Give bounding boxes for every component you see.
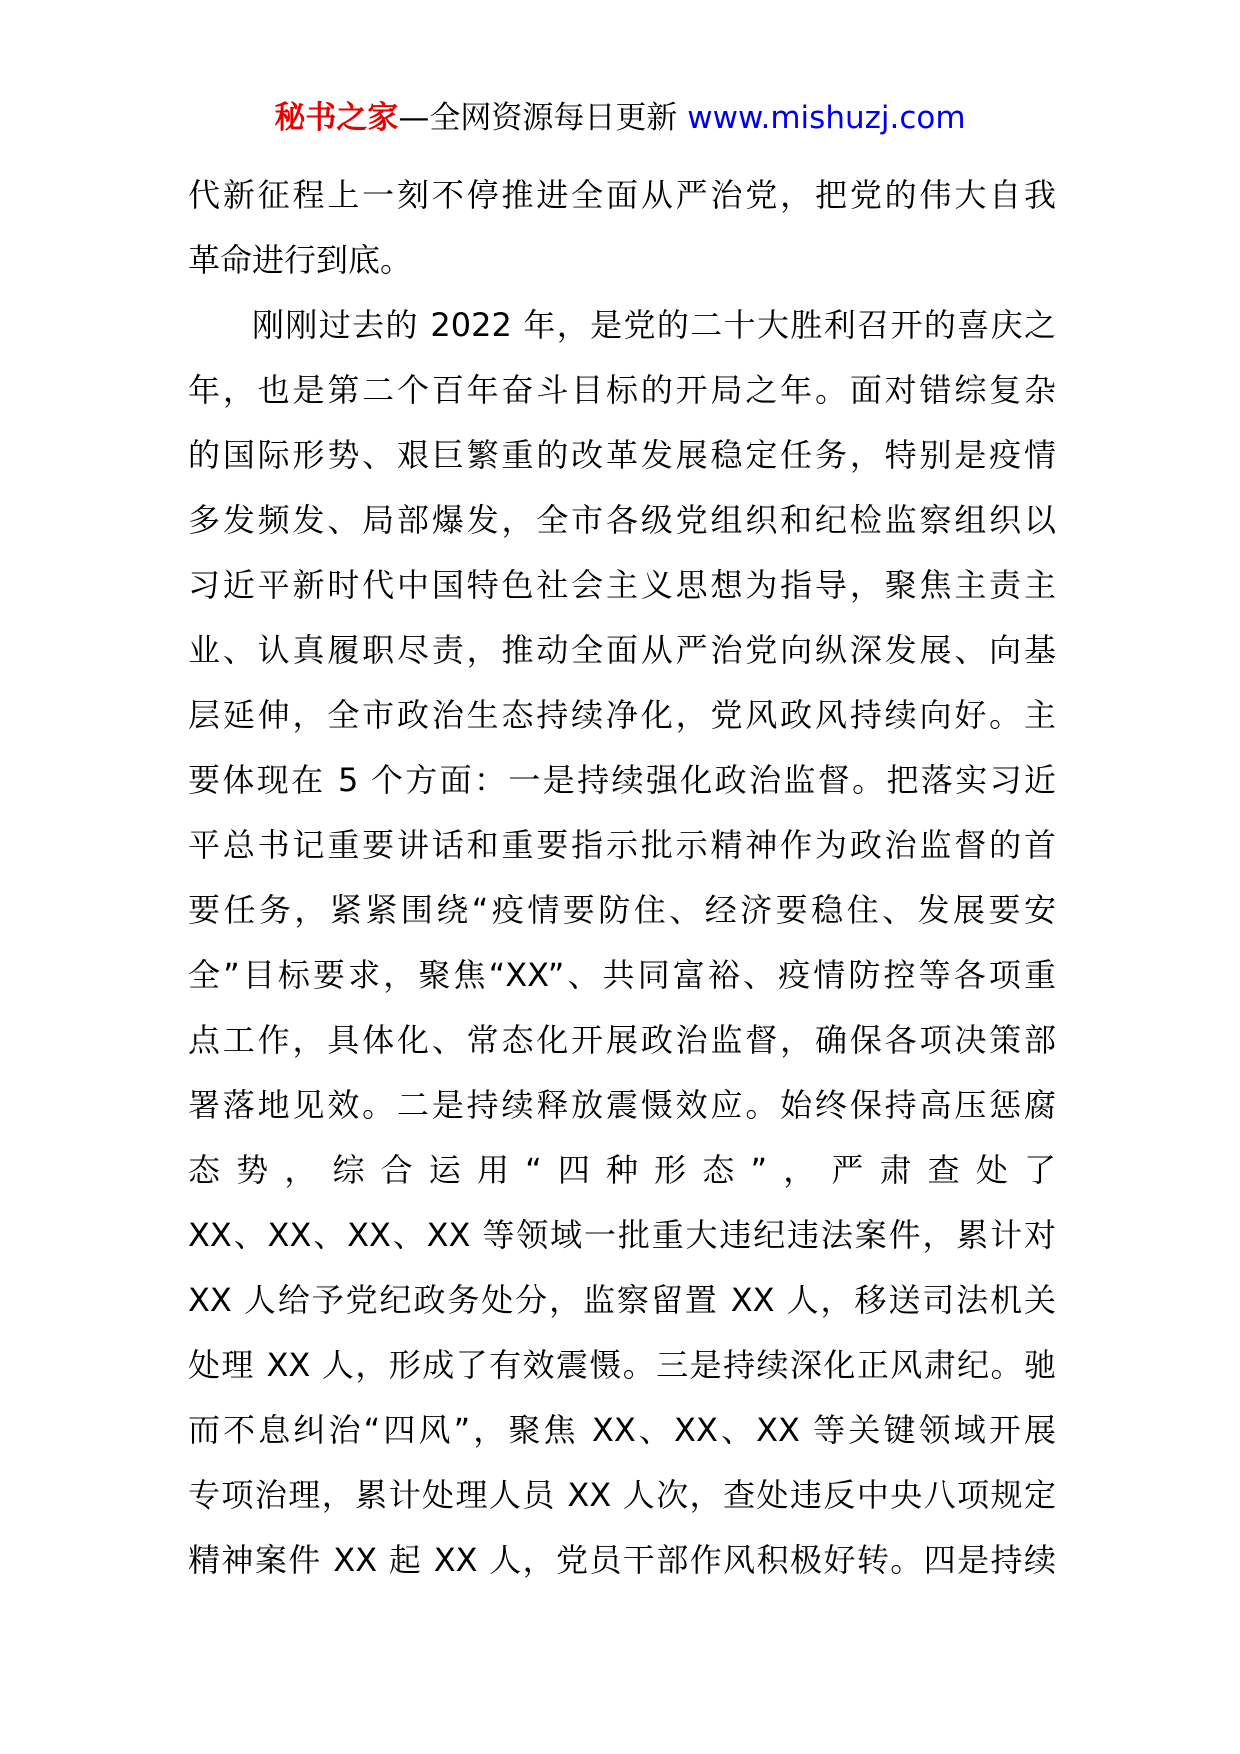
site-url-link[interactable]: www.mishuzj.com: [687, 100, 966, 136]
text-line: 要体现在 5 个方面：一是持续强化政治监督。把落实习近: [188, 761, 1056, 799]
text-line: 全”目标要求，聚焦“XX”、共同富裕、疫情防控等各项重: [188, 956, 1056, 994]
text-line: 代新征程上一刻不停推进全面从严治党，把党的伟大自我: [188, 176, 1056, 214]
text-line: 处理 XX 人，形成了有效震慑。三是持续深化正风肃纪。驰: [188, 1346, 1056, 1384]
text-line: 的国际形势、艰巨繁重的改革发展稳定任务，特别是疫情: [188, 436, 1056, 474]
text-line: 态势，综合运用“四种形态”，严肃查处了: [188, 1151, 1056, 1189]
text-line: 要任务，紧紧围绕“疫情要防住、经济要稳住、发展要安: [188, 891, 1056, 929]
brand-name: 秘书之家: [274, 100, 399, 136]
text-line: 点工作，具体化、常态化开展政治监督，确保各项决策部: [188, 1021, 1056, 1059]
text-line: 革命进行到底。: [188, 241, 413, 279]
header-tagline: —全网资源每日更新: [398, 100, 688, 136]
text-line: XX、XX、XX、XX 等领域一批重大违纪违法案件，累计对: [188, 1216, 1056, 1254]
text-line: 业、认真履职尽责，推动全面从严治党向纵深发展、向基: [188, 631, 1056, 669]
text-line: 层延伸，全市政治生态持续净化，党风政风持续向好。主: [188, 696, 1056, 734]
text-line: 署落地见效。二是持续释放震慑效应。始终保持高压惩腐: [188, 1086, 1056, 1124]
text-line: XX 人给予党纪政务处分，监察留置 XX 人，移送司法机关: [188, 1281, 1056, 1319]
text-line: 多发频发、局部爆发，全市各级党组织和纪检监察组织以: [188, 501, 1056, 539]
site-header: [0, 98, 1240, 138]
text-line: 平总书记重要讲话和重要指示批示精神作为政治监督的首: [188, 826, 1056, 864]
text-line: 年，也是第二个百年奋斗目标的开局之年。面对错综复杂: [188, 371, 1056, 409]
text-line: 专项治理，累计处理人员 XX 人次，查处违反中央八项规定: [188, 1476, 1056, 1514]
text-line: 精神案件 XX 起 XX 人，党员干部作风积极好转。四是持续: [188, 1541, 1056, 1579]
text-line: 刚刚过去的 2022 年，是党的二十大胜利召开的喜庆之: [252, 306, 1056, 344]
document-body: [188, 163, 1056, 1593]
text-line: 而不息纠治“四风”，聚焦 XX、XX、XX 等关键领域开展: [188, 1411, 1056, 1449]
text-line: 习近平新时代中国特色社会主义思想为指导，聚焦主责主: [188, 566, 1056, 604]
